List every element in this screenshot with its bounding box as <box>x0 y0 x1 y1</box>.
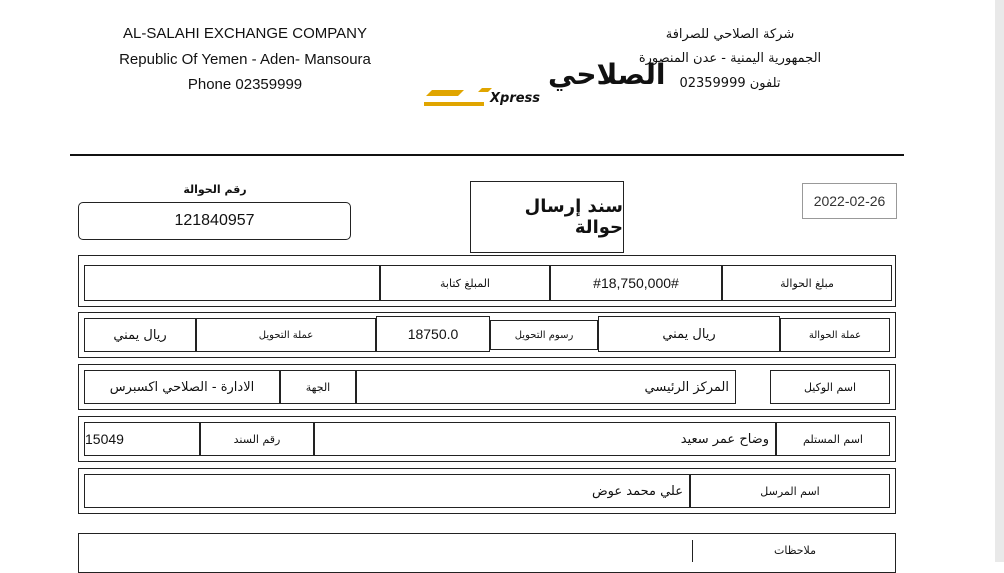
document-date: 2022-02-26 <box>802 183 897 219</box>
notes-label: ملاحظات <box>774 544 816 557</box>
agent-value: المركز الرئيسي <box>356 370 736 404</box>
sender-label: اسم المرسل <box>690 474 890 508</box>
document-title: سند إرسال حوالة <box>470 181 624 253</box>
company-name-ar: شركة الصلاحي للصرافة <box>665 27 795 42</box>
amount-label: مبلغ الحوالة <box>722 265 892 301</box>
company-phone-ar: تلفون 02359999 <box>679 76 781 91</box>
company-logo <box>418 52 666 112</box>
logo-text-en: Xpress <box>490 91 541 106</box>
company-name-en: AL-SALAHI EXCHANGE COMPANY <box>123 25 367 42</box>
amount-words-label: المبلغ كتابة <box>380 265 550 301</box>
amount-value: #18,750,000# <box>550 265 722 301</box>
receiver-value: وضاح عمر سعيد <box>314 422 776 456</box>
fee-currency-label: عملة التحويل <box>196 318 376 352</box>
transfer-no-field: 121840957 <box>78 202 351 240</box>
voucher-value: 15049 <box>84 422 200 456</box>
agent-label: اسم الوكيل <box>770 370 890 404</box>
party-label: الجهة <box>280 370 356 404</box>
logo-text-ar: الصلاحي <box>548 58 666 91</box>
currency-label: عملة الحوالة <box>780 318 890 352</box>
transfer-no-label: رقم الحوالة <box>183 183 247 196</box>
company-address-en: Republic Of Yemen - Aden- Mansoura <box>119 51 371 68</box>
voucher-label: رقم السند <box>200 422 314 456</box>
notes-divider <box>692 540 693 562</box>
currency-value: ريال يمني <box>598 316 780 352</box>
receiver-label: اسم المستلم <box>776 422 890 456</box>
company-phone-en: Phone 02359999 <box>187 76 303 93</box>
sender-value: علي محمد عوض <box>84 474 690 508</box>
company-address-ar: الجمهورية اليمنية - عدن المنصورة <box>638 51 822 66</box>
fee-value: 18750.0 <box>376 316 490 352</box>
header-divider <box>70 154 904 156</box>
page-edge <box>995 0 1004 562</box>
amount-words-value <box>84 265 380 301</box>
fee-currency-value: ريال يمني <box>84 318 196 352</box>
fee-label: رسوم التحويل <box>490 320 598 350</box>
party-value: الادارة - الصلاحي اكسبرس <box>84 370 280 404</box>
